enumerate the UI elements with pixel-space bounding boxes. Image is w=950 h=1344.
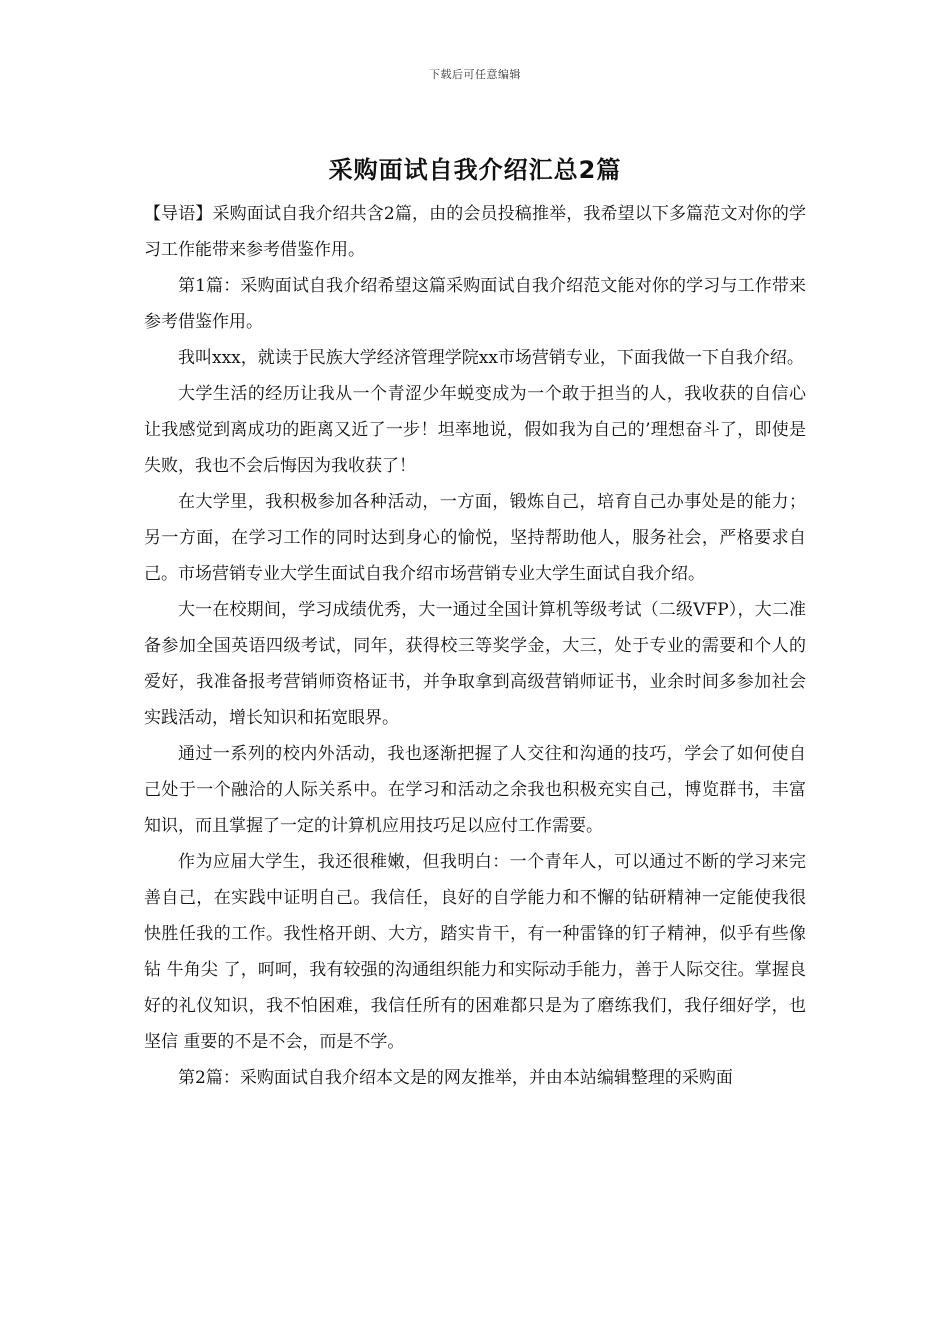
document-body (144, 196, 806, 1096)
paragraph-personality: 作为应届大学生，我还很稚嫩，但我明白：一个青年人，可以通过不断的学习来完善自己，在实践中证明自己。我信任，良好的自学能力和不懈的钻研精神一定能使我很快胜任我的工作。我性格开朗、大方，踏实肯干，有一种雷锋的钉子精神，似乎有些像钻 牛角尖 了，呵呵，我有较强的沟通组织能力和实际动手能力，善于人际交往。掌握良好的礼仪知识，我不怕困难，我信任所有的困难都只是为了磨练我们，我仔细好学，也坚信 重要的不是不会，而是不学。 (144, 852, 806, 1052)
paragraph-part2-heading: 第2篇：采购面试自我介绍本文是的网友推举，并由本站编辑整理的采购面 (178, 1068, 733, 1088)
paragraph-communication: 通过一系列的校内外活动，我也逐渐把握了人交往和沟通的技巧，学会了如何使自己处于一个融洽的人际关系中。在学习和活动之余我也积极充实自己，博览群书，丰富知识，而且掌握了一定的计算机应用技巧足以应付工作需要。 (144, 744, 806, 836)
document-title: 采购面试自我介绍汇总2篇 (328, 156, 622, 184)
paragraph-part1-heading: 第1篇：采购面试自我介绍希望这篇采购面试自我介绍范文能对你的学习与工作带来参考借鉴作用。 (144, 276, 806, 332)
paragraph-self-intro: 我叫xxx，就读于民族大学经济管理学院xx市场营销专业，下面我做一下自我介绍。 (178, 348, 804, 368)
page-header-note: 下载后可任意编辑 (429, 68, 521, 81)
paragraph-intro: 【导语】采购面试自我介绍共含2篇，由的会员投稿推举，我希望以下多篇范文对你的学习工作能带来参考借鉴作用。 (144, 204, 806, 260)
paragraph-university-life: 大学生活的经历让我从一个青涩少年蜕变成为一个敢于担当的人，我收获的自信心让我感觉到离成功的距离又近了一步！坦率地说，假如我为自己的’理想奋斗了，即使是失败，我也不会后悔因为我收获了！ (144, 384, 806, 476)
paragraph-achievements: 大一在校期间，学习成绩优秀，大一通过全国计算机等级考试（二级VFP），大二准备参加全国英语四级考试，同年，获得校三等奖学金，大三，处于专业的需要和个人的爱好，我准备报考营销师资格证书，并争取拿到高级营销师证书，业余时间多参加社会实践活动，增长知识和拓宽眼界。 (144, 600, 806, 728)
paragraph-activities: 在大学里，我积极参加各种活动，一方面，锻炼自己，培育自己办事处是的能力；另一方面，在学习工作的同时达到身心的愉悦，坚持帮助他人，服务社会，严格要求自己。市场营销专业大学生面试自我介绍市场营销专业大学生面试自我介绍。 (144, 492, 806, 584)
